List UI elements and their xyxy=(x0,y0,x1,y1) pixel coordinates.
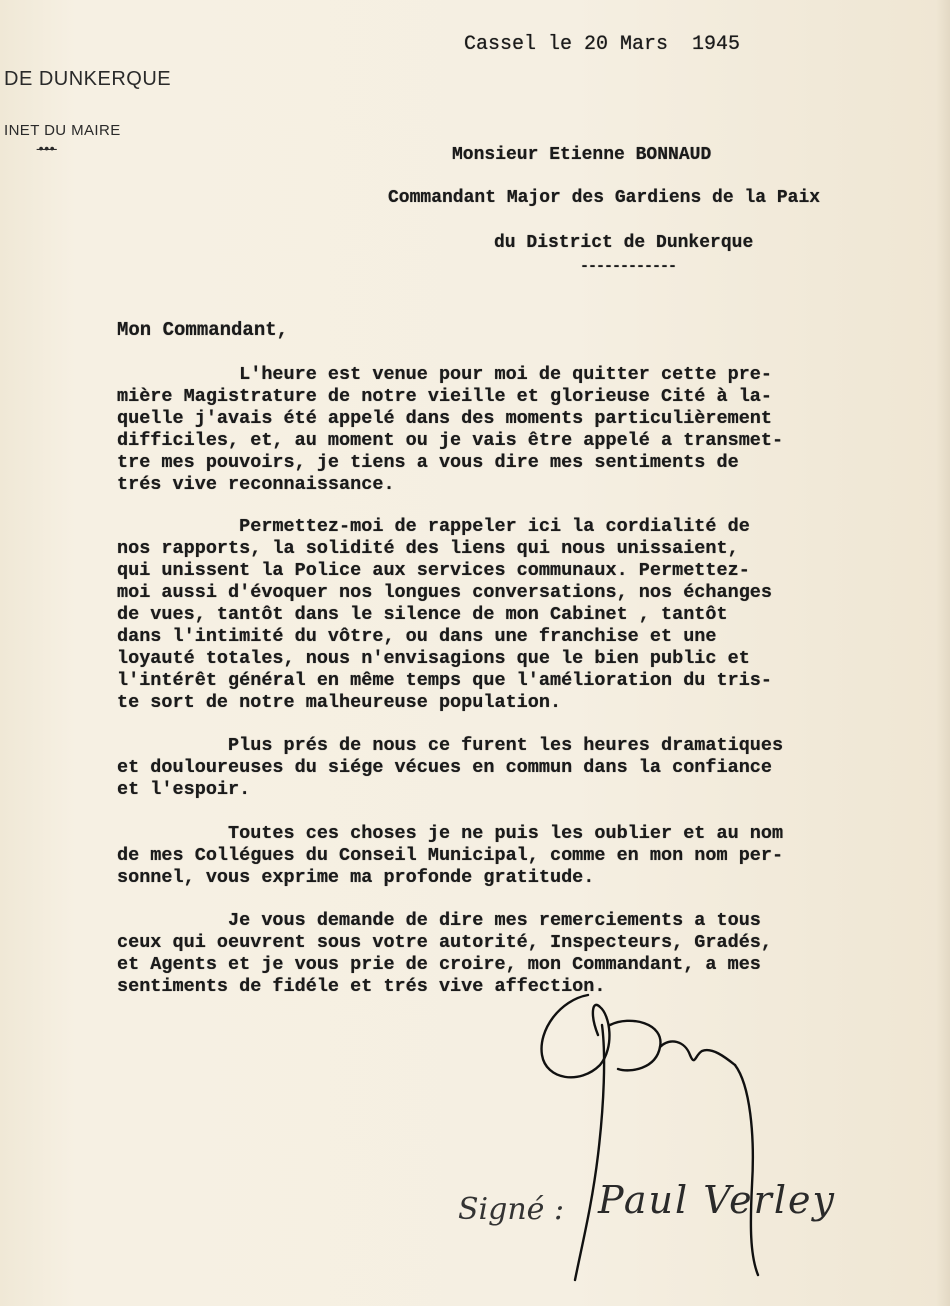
letterhead-city: DE DUNKERQUE xyxy=(4,68,172,90)
letterhead-ornament: -•-•-•- xyxy=(36,140,56,156)
signature-label: Signé : xyxy=(458,1192,565,1227)
handwritten-signature xyxy=(520,985,840,1285)
paragraph-3: Plus prés de nous ce furent les heures dramatiques et douloureuses du siége vécues en commun dans la confiance et l'espoir. xyxy=(117,735,784,800)
signature-name: Paul Verley xyxy=(598,1178,836,1222)
paragraph-4: Toutes ces choses je ne puis les oublier et au nom de mes Collégues du Conseil Municipal, comme en mon nom per- sonnel, vous exprime ma profonde gratitude. xyxy=(117,823,784,888)
recipient-name: Monsieur Etienne BONNAUD xyxy=(452,145,712,165)
paragraph-2: Permettez-moi de rappeler ici la cordialité de nos rapports, la solidité des liens qui nous unissaient, qui unissent la Police aux services communaux. Permettez- moi aussi d'évoquer nos longues conversations, nos échanges de vues, tantôt dans le silence de mon Cabinet , tantôt dans l'intimité du vôtre, ou dans une franchise et une loyauté totales, nous n'envisagions que le bien public et l'intérêt général en même temps que l'amélioration du tris- te sort de notre malheureuse population. xyxy=(117,516,773,713)
address-underline: ------------ xyxy=(580,258,677,275)
paragraph-5: Je vous demande de dire mes remerciements a tous ceux qui oeuvrent sous votre autorité, Inspecteurs, Gradés, et Agents et je vous prie de croire, mon Commandant, a mes sentiments de fidéle et trés vive affection. xyxy=(117,910,773,997)
letterhead-cabinet: INET DU MAIRE xyxy=(4,122,121,139)
recipient-district: du District de Dunkerque xyxy=(494,233,754,253)
salutation: Mon Commandant, xyxy=(117,319,289,341)
paragraph-1: L'heure est venue pour moi de quitter cette pre- mière Magistrature de notre vieille et glorieuse Cité à la- quelle j'avais été appelé dans des moments particulièrement difficiles, et, au moment ou je vais être appelé a transmet- tre mes pouvoirs, je tiens a vous dire mes sentiments de trés vive reconnaissance. xyxy=(117,364,784,495)
letter-date: Cassel le 20 Mars 1945 xyxy=(464,33,741,56)
recipient-title: Commandant Major des Gardiens de la Paix xyxy=(388,188,821,208)
